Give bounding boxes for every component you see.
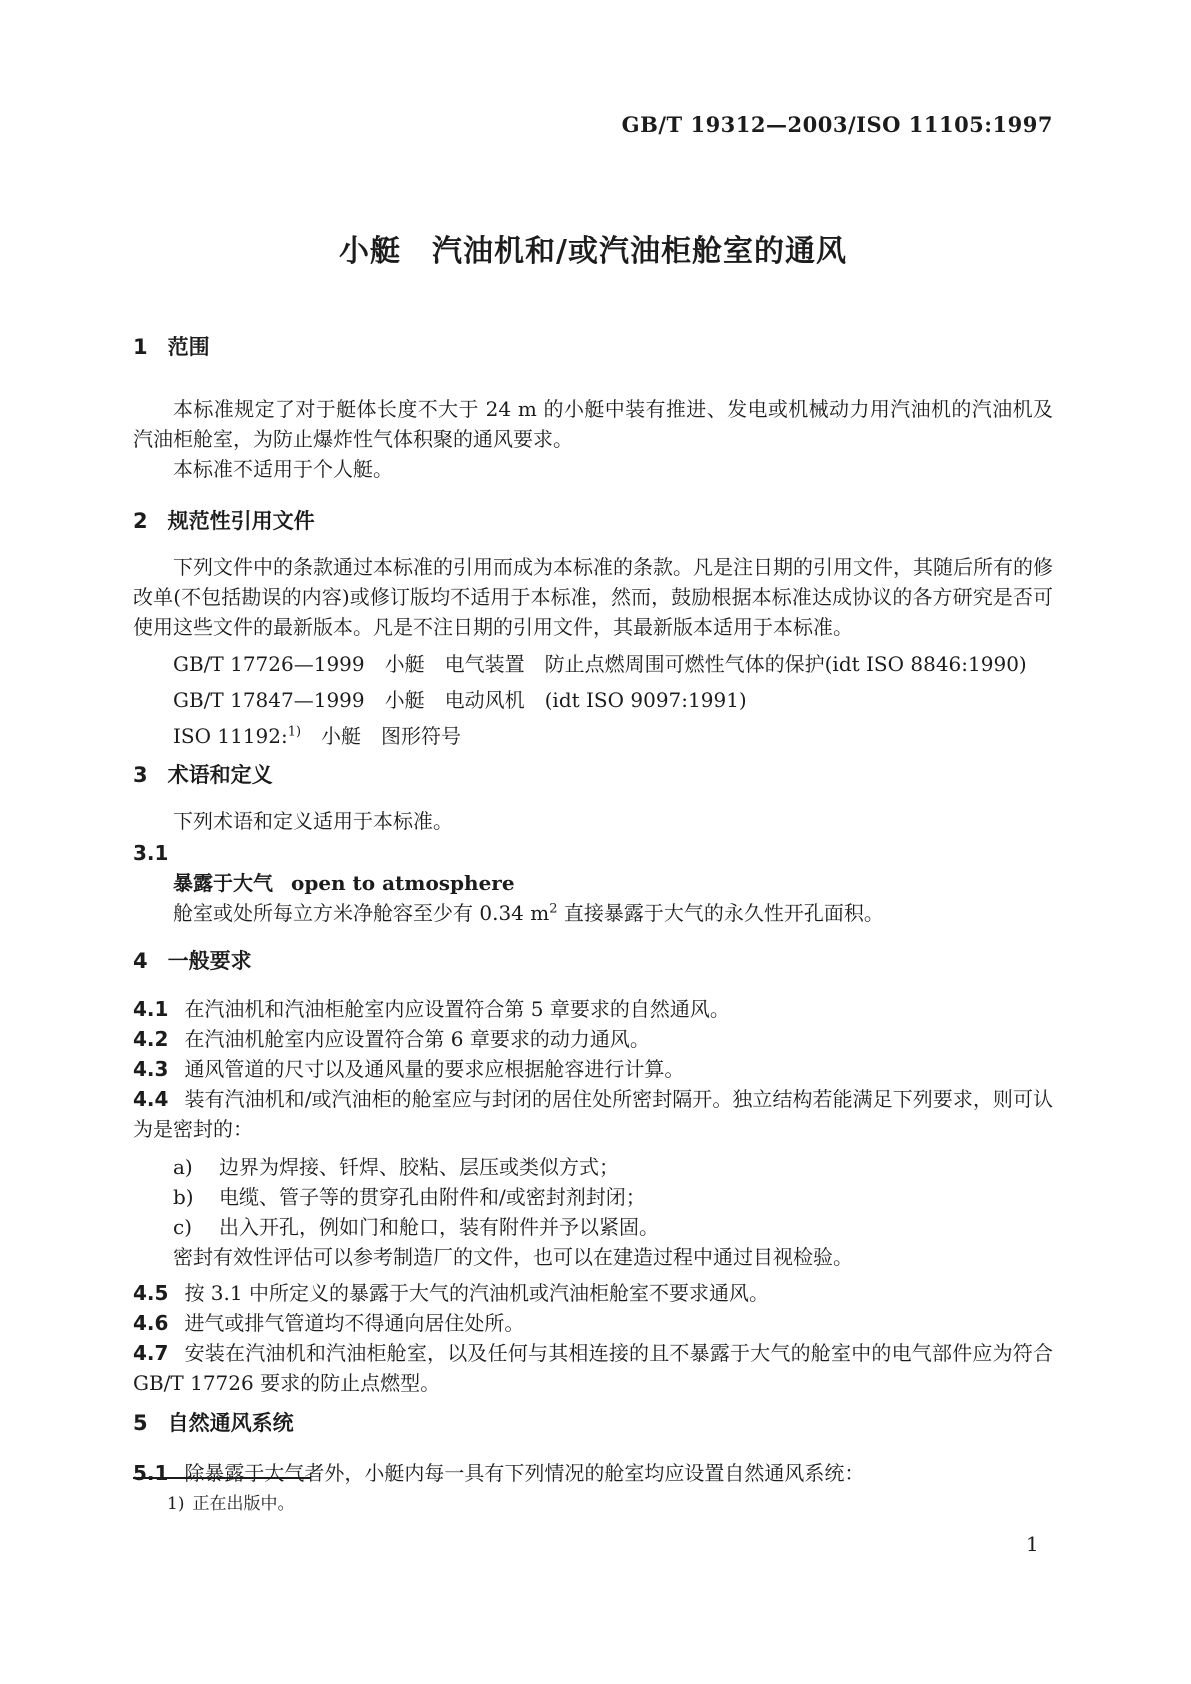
clause <box>133 1084 1053 1144</box>
clause-text: 在汽油机和汽油柜舱室内应设置符合第 5 章要求的自然通风。 <box>184 997 730 1021</box>
document-body <box>133 322 1053 1488</box>
paragraph: 下列文件中的条款通过本标准的引用而成为本标准的条款。凡是注日期的引用文件，其随后所有的修改单(不包括勘误的内容)或修订版均不适用于本标准，然而，鼓励根据本标准达成协议的各方研究是否可使用这些文件的最新版本。凡是不注日期的引用文件，其最新版本适用于本标准。 <box>133 555 1053 639</box>
reference-list <box>133 646 1053 754</box>
section-number: 5 <box>133 1411 148 1435</box>
standard-code-header: GB/T 19312—2003/ISO 11105:1997 <box>621 112 1053 137</box>
section-title-text: 规范性引用文件 <box>167 509 315 533</box>
reference-item: GB/T 17726—1999 小艇 电气装置 防止点燃周围可燃性气体的保护(idt ISO 8846:1990) <box>173 652 1027 676</box>
section-number: 4 <box>133 949 148 973</box>
section-heading-normative-references <box>133 510 1053 532</box>
clause-text: 除暴露于大气者外，小艇内每一具有下列情况的舱室均应设置自然通风系统： <box>184 1461 865 1485</box>
clause-number: 4.7 <box>133 1341 169 1365</box>
paragraph: 下列术语和定义适用于本标准。 <box>173 809 453 833</box>
footnote-text-content: 正在出版中。 <box>192 1494 295 1514</box>
clause-number: 4.2 <box>133 1027 169 1051</box>
clause <box>133 1054 1053 1084</box>
clause-number: 4.3 <box>133 1057 169 1081</box>
section-title-text: 一般要求 <box>167 949 252 973</box>
paragraph: 密封有效性评估可以参考制造厂的文件，也可以在建造过程中通过目视检验。 <box>173 1245 853 1269</box>
paragraph: 本标准不适用于个人艇。 <box>173 457 393 481</box>
term-chinese: 暴露于大气 <box>173 871 273 895</box>
superscript-2: 2 <box>549 901 558 917</box>
clause-number: 4.6 <box>133 1311 169 1335</box>
clause <box>133 994 1053 1024</box>
list-item-label: c) <box>173 1215 193 1239</box>
clause-text: 安装在汽油机和汽油柜舱室，以及任何与其相连接的且不暴露于大气的舱室中的电气部件应为符合 GB/T 17726 要求的防止点燃型。 <box>133 1341 1053 1395</box>
footnote-marker: 1) <box>167 1494 185 1514</box>
list-item-text: 边界为焊接、钎焊、胶粘、层压或类似方式； <box>219 1155 619 1179</box>
clause <box>133 1338 1053 1398</box>
section-heading-natural-ventilation <box>133 1412 1053 1434</box>
list-item-text: 电缆、管子等的贯穿孔由附件和/或密封剂封闭； <box>219 1185 646 1209</box>
footnote-rule <box>133 1477 311 1479</box>
clause-text: 按 3.1 中所定义的暴露于大气的汽油机或汽油柜舱室不要求通风。 <box>184 1281 769 1305</box>
definition-text <box>173 898 1053 928</box>
clause <box>133 1278 1053 1308</box>
reference-item <box>173 718 1053 754</box>
section-heading-scope <box>133 336 1053 358</box>
clause-text: 进气或排气管道均不得通向居住处所。 <box>184 1311 525 1335</box>
reference-text: 小艇 图形符号 <box>301 724 462 748</box>
clause-text: 在汽油机舱室内应设置符合第 6 章要求的动力通风。 <box>184 1027 650 1051</box>
footnote-reference-marker: 1) <box>287 724 302 740</box>
definition-block <box>133 838 1053 928</box>
section-title-text: 自然通风系统 <box>167 1411 294 1435</box>
clause-text: 装有汽油机和/或汽油柜的舱室应与封闭的居住处所密封隔开。独立结构若能满足下列要求，则可认为是密封的： <box>133 1087 1053 1141</box>
clause-number: 4.4 <box>133 1087 169 1111</box>
section-number: 2 <box>133 509 148 533</box>
clause-number: 4.1 <box>133 997 169 1021</box>
clause-number: 5.1 <box>133 1461 169 1485</box>
footnote-area <box>133 1477 1053 1515</box>
footnote <box>167 1493 1053 1515</box>
list-item <box>173 1212 1053 1242</box>
definition-text-part: 直接暴露于大气的永久性开孔面积。 <box>557 901 884 925</box>
list-item-label: a) <box>173 1155 193 1179</box>
section-title-text: 术语和定义 <box>167 763 273 787</box>
clause <box>133 1024 1053 1054</box>
document-title: 小艇 汽油机和/或汽油柜舱室的通风 <box>339 234 847 269</box>
clause-number: 4.5 <box>133 1281 169 1305</box>
definition-number: 3.1 <box>133 841 169 865</box>
clause <box>133 1308 1053 1338</box>
list-item-text: 出入开孔，例如门和舱口，装有附件并予以紧固。 <box>219 1215 659 1239</box>
definition-text-part: 舱室或处所每立方米净舱容至少有 0.34 m <box>173 901 550 925</box>
section-number: 3 <box>133 763 148 787</box>
list-item <box>173 1182 1053 1212</box>
term-line <box>173 868 1053 898</box>
reference-text: ISO 11192: <box>173 724 288 748</box>
list-item <box>173 1152 1053 1182</box>
term-english: open to atmosphere <box>291 871 515 895</box>
list-item-label: b) <box>173 1185 194 1209</box>
section-heading-general-requirements <box>133 950 1053 972</box>
ordered-letter-list <box>133 1152 1053 1242</box>
section-number: 1 <box>133 335 148 359</box>
reference-item: GB/T 17847—1999 小艇 电动风机 (idt ISO 9097:1991) <box>173 688 747 712</box>
clause-text: 通风管道的尺寸以及通风量的要求应根据舱容进行计算。 <box>184 1057 685 1081</box>
section-heading-terms-definitions <box>133 764 1053 786</box>
page-number: 1 <box>1026 1532 1039 1556</box>
paragraph: 本标准规定了对于艇体长度不大于 24 m 的小艇中装有推进、发电或机械动力用汽油机的汽油机及汽油柜舱室，为防止爆炸性气体积聚的通风要求。 <box>133 397 1053 451</box>
section-title-text: 范围 <box>167 335 210 359</box>
